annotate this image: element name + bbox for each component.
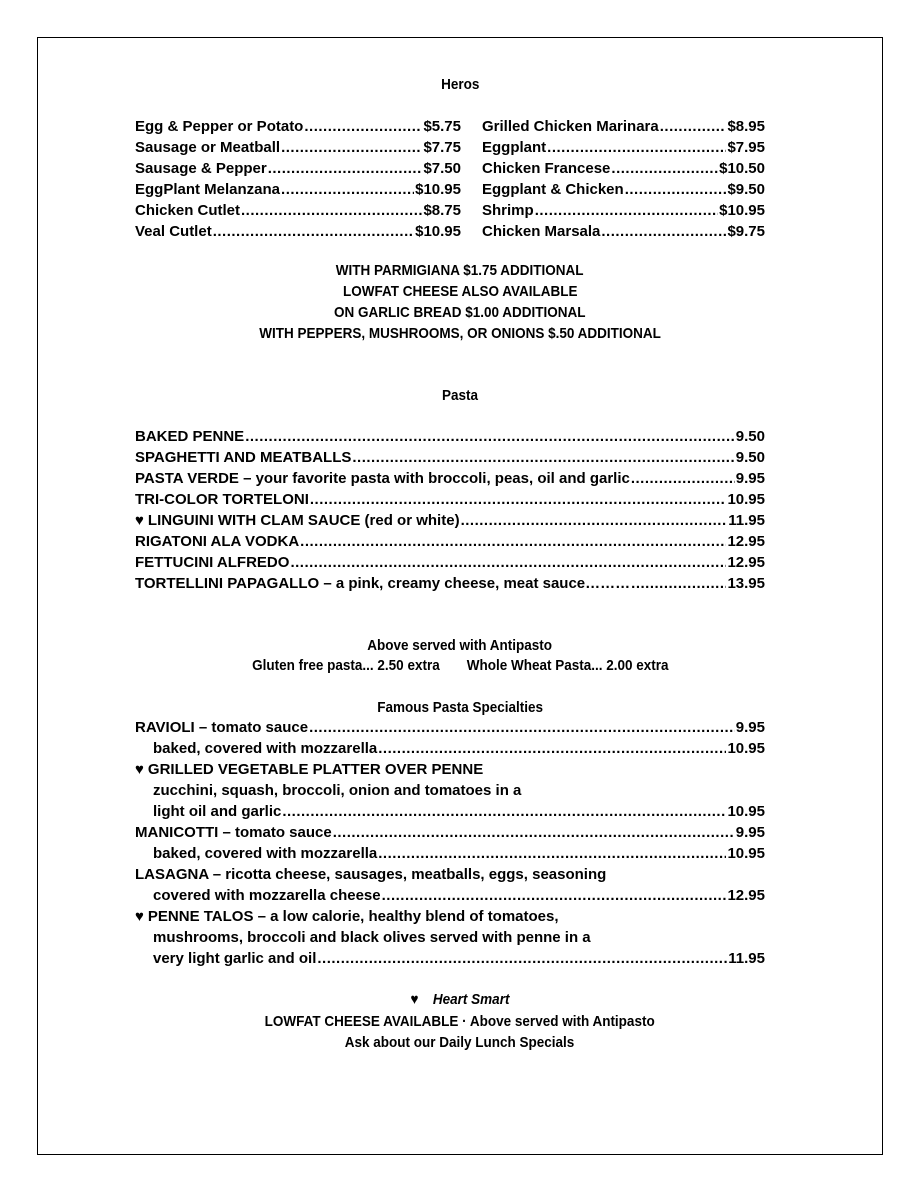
menu-item-description: zucchini, squash, broccoli, onion and tomatoes in a xyxy=(153,782,522,799)
menu-item-title: ♥ PENNE TALOS – a low calorie, healthy blend of tomatoes, xyxy=(135,908,559,925)
specialties-title: Famous Pasta Specialties xyxy=(377,699,543,716)
leader-dots xyxy=(631,469,735,489)
leader-dots xyxy=(281,138,422,158)
leader-dots xyxy=(241,201,422,221)
menu-item-name: Chicken Cutlet xyxy=(135,202,241,219)
leader-dots xyxy=(631,574,726,594)
heart-smart-label: Heart Smart xyxy=(432,991,510,1008)
leader-dots xyxy=(213,222,414,242)
menu-item xyxy=(135,117,461,137)
menu-item-name: FETTUCINI ALFREDO xyxy=(135,554,290,571)
leader-dots xyxy=(304,117,422,137)
menu-item-price: $7.95 xyxy=(727,139,765,156)
menu-item-price: $7.75 xyxy=(423,139,461,156)
leader-dots xyxy=(268,159,423,179)
menu-item-name: Sausage or Meatball xyxy=(135,139,281,156)
menu-item xyxy=(135,490,765,510)
leader-dots xyxy=(245,427,735,447)
menu-item-price: 13.95 xyxy=(727,575,765,592)
menu-item: MANICOTTI – tomato sauce ..... 9.95 xyxy=(135,823,765,843)
menu-item: covered with mozzarella cheese ..... 12.95 xyxy=(153,886,765,906)
menu-item-name: Chicken Marsala xyxy=(482,223,601,240)
menu-item xyxy=(135,511,765,531)
menu-item-name: PASTA VERDE – your favorite pasta with broccoli, peas, oil and garlic xyxy=(135,470,630,487)
menu-item xyxy=(135,574,765,594)
daily-specials-note: Ask about our Daily Lunch Specials xyxy=(345,1034,575,1051)
menu-item-name: EggPlant Melanzana xyxy=(135,181,281,198)
menu-item-description: mushrooms, broccoli and black olives served with penne in a xyxy=(153,929,591,946)
menu-item xyxy=(482,117,765,137)
menu-item-name: Chicken Francese xyxy=(482,160,611,177)
menu-item-name: TRI-COLOR TORTELONI xyxy=(135,491,309,508)
menu-item-name: RIGATONI ALA VODKA xyxy=(135,533,300,550)
menu-item-name: TORTELLINI PAPAGALLO – a pink, creamy cheese, meat sauce……… xyxy=(135,575,631,592)
menu-item xyxy=(135,448,765,468)
menu-item xyxy=(135,138,461,158)
menu-item-name: SPAGHETTI AND MEATBALLS xyxy=(135,449,352,466)
menu-item-title: LASAGNA – ricotta cheese, sausages, meatballs, eggs, seasoning xyxy=(135,866,607,883)
menu-item-price: 9.50 xyxy=(735,428,765,445)
menu-item-name: Egg & Pepper or Potato xyxy=(135,118,304,135)
menu-item-price: $10.95 xyxy=(719,202,765,219)
leader-dots xyxy=(281,180,414,200)
menu-item-price: $9.75 xyxy=(727,223,765,240)
leader-dots xyxy=(601,222,726,242)
leader-dots xyxy=(611,159,718,179)
menu-item: light oil and garlic ..... 10.95 xyxy=(153,802,765,822)
menu-item-name: Grilled Chicken Marinara xyxy=(482,118,659,135)
menu-item-name: Veal Cutlet xyxy=(135,223,212,240)
menu-item xyxy=(135,201,461,221)
menu-item-price: $5.75 xyxy=(423,118,461,135)
menu-item xyxy=(482,180,765,200)
heart-smart-legend xyxy=(0,991,920,1008)
leader-dots xyxy=(352,448,734,468)
heart-icon: ♥ xyxy=(135,908,144,925)
menu-item-title: ♥ GRILLED VEGETABLE PLATTER OVER PENNE xyxy=(135,761,484,778)
pasta-title: Pasta xyxy=(441,387,479,404)
leader-dots xyxy=(660,117,727,137)
menu-item-name: Shrimp xyxy=(482,202,534,219)
menu-item: baked, covered with mozzarella ..... 10.95 xyxy=(153,844,765,864)
heart-icon: ♥ xyxy=(410,991,419,1008)
whole-wheat-note: Whole Wheat Pasta... 2.00 extra xyxy=(466,657,669,674)
menu-item-name: Eggplant & Chicken xyxy=(482,181,624,198)
gluten-free-note: Gluten free pasta... 2.50 extra xyxy=(251,657,440,674)
leader-dots xyxy=(310,490,727,510)
heros-title: Heros xyxy=(440,76,480,93)
leader-dots xyxy=(300,532,726,552)
menu-item-price: $7.50 xyxy=(423,160,461,177)
menu-item-price: 10.95 xyxy=(727,491,765,508)
leader-dots xyxy=(625,180,727,200)
leader-dots xyxy=(535,201,718,221)
heros-note: WITH PARMIGIANA $1.75 ADDITIONAL xyxy=(336,262,584,279)
menu-item xyxy=(135,427,765,447)
leader-dots xyxy=(290,553,726,573)
menu-item xyxy=(482,138,765,158)
menu-item: RAVIOLI – tomato sauce ..... 9.95 xyxy=(135,718,765,738)
menu-item xyxy=(482,222,765,242)
menu-item xyxy=(482,201,765,221)
menu-item-name: Sausage & Pepper xyxy=(135,160,267,177)
menu-item xyxy=(135,553,765,573)
menu-item xyxy=(482,159,765,179)
menu-item-price: $9.50 xyxy=(727,181,765,198)
pasta-served-note: Above served with Antipasto xyxy=(367,637,553,654)
menu-item xyxy=(135,469,765,489)
menu-item: very light garlic and oil ..... 11.95 xyxy=(153,949,765,969)
menu-item-name: LINGUINI WITH CLAM SAUCE (red or white) xyxy=(147,512,460,529)
menu-item-name: BAKED PENNE xyxy=(135,428,245,445)
heart-icon: ♥ xyxy=(135,512,144,529)
menu-item-price: 9.50 xyxy=(735,449,765,466)
menu-item xyxy=(135,180,461,200)
menu-item-price: $10.95 xyxy=(415,181,461,198)
lowfat-note: LOWFAT CHEESE AVAILABLE · Above served with Antipasto xyxy=(264,1013,656,1030)
menu-item-price: $8.95 xyxy=(727,118,765,135)
menu-item-price: 11.95 xyxy=(728,512,765,529)
menu-item-price: $10.50 xyxy=(719,160,765,177)
menu-item-price: 12.95 xyxy=(727,533,765,550)
heros-note: LOWFAT CHEESE ALSO AVAILABLE xyxy=(342,283,578,300)
menu-item xyxy=(135,532,765,552)
menu-item xyxy=(135,159,461,179)
heros-note: ON GARLIC BREAD $1.00 ADDITIONAL xyxy=(334,304,586,321)
menu-item-price: $8.75 xyxy=(423,202,461,219)
menu-item-price: 12.95 xyxy=(727,554,765,571)
pasta-extras-note xyxy=(0,657,920,674)
heart-icon: ♥ xyxy=(135,761,144,778)
leader-dots xyxy=(547,138,726,158)
menu-item: baked, covered with mozzarella ..... 10.95 xyxy=(153,739,765,759)
menu-item-price: $10.95 xyxy=(415,223,461,240)
heros-note: WITH PEPPERS, MUSHROOMS, OR ONIONS $.50 ADDITIONAL xyxy=(259,325,661,342)
menu-item-name: Eggplant xyxy=(482,139,547,156)
menu-item xyxy=(135,222,461,242)
leader-dots xyxy=(461,511,728,531)
menu-item-price: 9.95 xyxy=(735,470,765,487)
